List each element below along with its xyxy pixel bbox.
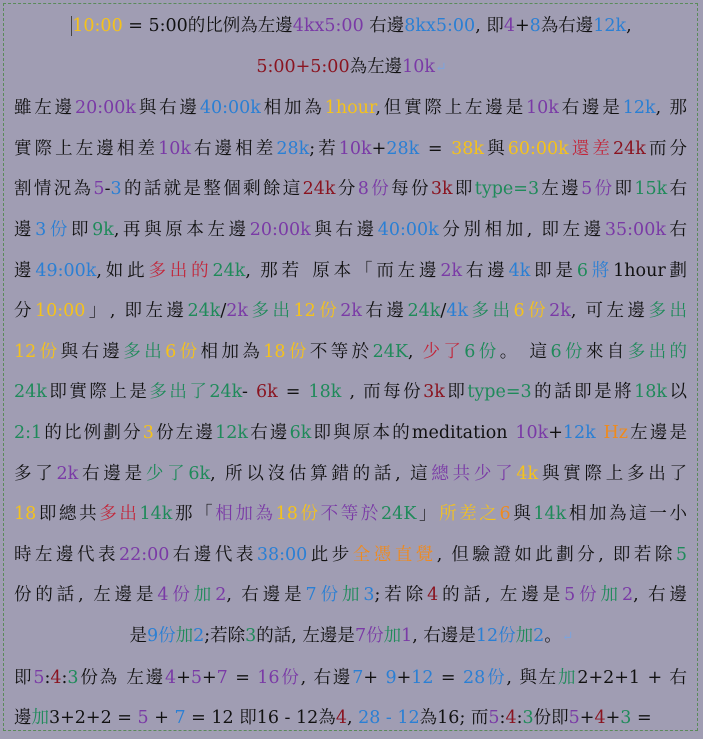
text-run: 35:00k <box>604 219 666 240</box>
text-line <box>6 88 697 129</box>
text-run: 邊 <box>14 219 36 240</box>
text-run: , 右邊是 <box>226 585 306 606</box>
text-run: - <box>241 382 256 403</box>
text-run: = <box>419 138 452 159</box>
text-line <box>6 454 697 495</box>
text-run: 4 <box>505 708 517 729</box>
text-run: + <box>579 708 595 729</box>
text-run: 49:00k <box>35 260 97 281</box>
text-run: 右邊是 <box>78 463 146 484</box>
text-run: 4k <box>508 260 531 281</box>
text-run: 3份 <box>35 219 71 240</box>
text-run: = <box>227 667 258 688</box>
text-run: 12k <box>215 422 249 443</box>
text-run: , 可左邊 <box>570 301 649 322</box>
text-run: 16份 <box>257 667 301 688</box>
text-line <box>6 658 697 699</box>
text-run: 相加為 <box>200 341 264 362</box>
text-run: 的比例劃分 <box>42 422 143 443</box>
text-run: 6k <box>255 382 278 403</box>
text-run: 的話即是將 <box>531 382 635 403</box>
text-run: 右邊 <box>362 301 408 322</box>
text-run: 分 <box>14 301 35 322</box>
text-run: 5份 <box>581 179 615 200</box>
text-run: 右邊相差 <box>190 138 277 159</box>
text-run: 與右邊 <box>60 341 124 362</box>
text-run: 割情況為 <box>14 179 94 200</box>
text-run: 與實際上多出了 <box>538 463 688 484</box>
text-run: 3+2+2 = <box>49 708 138 729</box>
text-run: 還差 <box>568 138 613 159</box>
text-run: = <box>631 708 652 729</box>
text-run: 少了6k <box>145 463 211 484</box>
text-run: 10:00 <box>72 16 123 36</box>
text-run: 5 <box>33 667 45 688</box>
text-run: 即 <box>70 219 93 240</box>
text-run: 20:00k <box>74 98 137 119</box>
text-run: 7 <box>216 667 228 688</box>
text-run: 22:00 <box>118 544 170 565</box>
text-run: 8kx5:00 <box>404 16 476 36</box>
text-run: 5:00+5:00 <box>256 56 350 77</box>
text-line <box>6 575 697 616</box>
text-run: 2 <box>533 625 545 646</box>
text-run: 18k <box>634 382 668 403</box>
text-run: + <box>363 667 386 688</box>
text-run: 此步 <box>307 544 353 565</box>
text-run: 份左邊 <box>153 422 216 443</box>
text-run: 即實際上是 <box>46 382 150 403</box>
text-run: 10k <box>526 98 559 119</box>
text-run: 24k <box>407 301 441 322</box>
text-run: , 右邊是 <box>412 625 476 646</box>
text-run: 1hour <box>324 98 376 119</box>
text-run: , 即 <box>475 16 504 36</box>
text-run: 的話, 左邊是 <box>256 625 355 646</box>
text-run: + <box>396 667 412 688</box>
text-run: 24k <box>14 382 47 403</box>
text-run: 多出 <box>648 301 688 322</box>
text-run: 8 <box>357 179 369 200</box>
text-run: ;若除 <box>374 585 428 606</box>
text-run: 雖左邊 <box>14 98 75 119</box>
text-run: 而分 <box>645 138 688 159</box>
text-run: 」, 即左邊 <box>85 301 188 322</box>
text-run: , <box>407 341 423 362</box>
text-run: 5份 <box>564 585 601 606</box>
text-run: 3 <box>142 422 154 443</box>
text-run: 28 - 12 <box>358 708 420 729</box>
text-run: 以 <box>667 382 688 403</box>
text-run: 12份 <box>14 341 61 362</box>
document-body[interactable] <box>6 6 697 739</box>
text-run: 24k <box>302 179 336 200</box>
text-run: , 而每份 <box>341 382 424 403</box>
text-run: , <box>626 16 632 36</box>
text-run: 10k <box>158 138 191 159</box>
text-run: 4k <box>516 463 539 484</box>
text-run: 多出了 <box>149 382 210 403</box>
text-run: 。 <box>544 625 562 646</box>
text-run: 10k <box>338 138 372 159</box>
text-run: 邊 <box>14 260 36 281</box>
text-run: 將 <box>587 260 614 281</box>
text-run: ;若 <box>309 138 339 159</box>
text-run: 5 <box>675 544 688 565</box>
text-run: ;若除 <box>204 625 246 646</box>
text-run: 相加為 <box>215 504 276 525</box>
text-run: 12k <box>622 98 656 119</box>
text-run: 24k <box>212 260 246 281</box>
text-run: 12份 <box>475 625 516 646</box>
text-run: 右邊 <box>248 422 290 443</box>
text-run: 18 <box>14 504 37 525</box>
text-run: 2k <box>226 301 249 322</box>
text-run: 左邊 <box>539 179 582 200</box>
text-run: = <box>277 382 309 403</box>
text-run: = 5:00的比例為左邊 <box>122 16 293 36</box>
text-run: 40:00k <box>199 98 261 119</box>
text-run: / <box>220 301 227 322</box>
text-run: 4 <box>335 708 347 729</box>
text-run: 份 <box>368 179 392 200</box>
text-run: type=3 <box>467 382 532 403</box>
text-run: 2 <box>621 585 634 606</box>
text-run: : <box>44 667 51 688</box>
text-run: + <box>148 708 175 729</box>
text-run: 24k <box>209 382 242 403</box>
text-run: 7 <box>174 708 186 729</box>
text-run: + <box>371 138 387 159</box>
text-run: 是 <box>129 625 147 646</box>
text-run: 12k <box>562 422 596 443</box>
text-run: 6份 <box>513 301 550 322</box>
text-run: 10:00 <box>35 301 86 322</box>
text-run: 7 <box>352 667 364 688</box>
text-run: 6 <box>576 260 588 281</box>
text-run: , <box>346 708 359 729</box>
text-run: 多出 <box>468 301 514 322</box>
text-run: : <box>499 708 506 729</box>
text-run: 即 <box>614 179 635 200</box>
text-run: 9 <box>385 667 397 688</box>
text-line <box>6 413 697 454</box>
text-run: 2 <box>193 625 205 646</box>
text-run: 3 <box>245 625 257 646</box>
text-run: 」 <box>416 504 440 525</box>
text-run: 右邊是 <box>558 98 623 119</box>
text-run: 2+2+1 + 右 <box>577 667 687 688</box>
text-run: 加 <box>515 625 534 646</box>
text-run: 相加為這一小 <box>566 504 688 525</box>
text-line <box>6 129 697 170</box>
text-run: 4 <box>427 585 439 606</box>
text-run: 38:00 <box>256 544 308 565</box>
text-run: 9份 <box>146 625 176 646</box>
text-run: ,再與原本左邊 <box>113 219 250 240</box>
text-run: 10k <box>515 422 549 443</box>
text-run: 3 <box>620 708 632 729</box>
text-run: 60:00k <box>507 138 569 159</box>
text-run: : <box>61 667 68 688</box>
text-run: 。 這 <box>499 341 551 362</box>
text-run: 4k <box>446 301 469 322</box>
text-run: 多出的 <box>148 260 213 281</box>
text-run: 5 <box>568 708 580 729</box>
text-run: 2k <box>340 301 363 322</box>
text-run: 不等於 <box>320 504 382 525</box>
text-run: 時左邊代表 <box>14 544 119 565</box>
text-run: 不等於 <box>309 341 373 362</box>
text-run: 即 <box>14 667 34 688</box>
text-run: , 那 <box>655 98 688 119</box>
text-line <box>6 332 697 373</box>
text-run: 分 <box>335 179 358 200</box>
text-run: 6k <box>289 422 312 443</box>
text-run: 2:1 <box>14 422 43 443</box>
text-run: 6份 <box>464 341 500 362</box>
text-run: Hz <box>603 422 628 443</box>
text-run: 與 <box>484 138 508 159</box>
text-run: 即與原本的meditation <box>311 422 516 443</box>
text-run: 12份 <box>293 301 341 322</box>
text-run: 24K <box>381 504 417 525</box>
text-run: 加 <box>383 625 402 646</box>
text-line <box>6 372 697 413</box>
text-run: 3k <box>423 382 445 403</box>
text-run: 的話, 左邊是 <box>438 585 565 606</box>
text-run: - <box>104 179 111 200</box>
text-run: 28k <box>276 138 310 159</box>
text-run: + <box>605 708 621 729</box>
text-run: 來自 <box>585 341 628 362</box>
text-run: 1hour劃 <box>613 260 688 281</box>
text-run: 12 <box>411 667 434 688</box>
text-run: 加 <box>600 585 622 606</box>
text-run: 加 <box>558 667 578 688</box>
text-run: 4份 <box>157 585 194 606</box>
text-line <box>6 616 697 658</box>
text-run: 14k <box>533 504 567 525</box>
text-run: 即 <box>452 179 475 200</box>
text-run: 那「 <box>172 504 216 525</box>
text-run: , 右邊 <box>300 667 353 688</box>
text-run: 加 <box>341 585 364 606</box>
text-run: 多出 <box>248 301 294 322</box>
text-line <box>6 210 697 251</box>
paragraph-mark-icon: ↵ <box>434 59 447 76</box>
text-run: 18k <box>308 382 342 403</box>
text-run: 5 <box>488 708 500 729</box>
text-run: , 但驗證如此劃分, 即若除 <box>436 544 676 565</box>
text-run: 即總共 <box>36 504 100 525</box>
text-run: 總共少了 <box>431 463 517 484</box>
text-run: 與 <box>510 504 534 525</box>
text-run: 1 <box>401 625 413 646</box>
text-line <box>6 6 697 47</box>
text-run: 右 <box>665 219 688 240</box>
text-run: 6份 <box>550 341 586 362</box>
text-run: 右邊 <box>363 16 405 36</box>
text-line <box>6 535 697 576</box>
text-line <box>6 47 697 89</box>
text-run: 9k <box>92 219 114 240</box>
text-run: 3 <box>110 179 122 200</box>
text-run: 40:00k <box>377 219 439 240</box>
text-run: 相加為 <box>260 98 325 119</box>
text-run: / <box>440 301 447 322</box>
text-line <box>6 291 697 332</box>
text-run: 右邊代表 <box>169 544 257 565</box>
text-run: 與右邊 <box>310 219 378 240</box>
text-run: 全憑直覺 <box>352 544 437 565</box>
text-run: 與右邊 <box>136 98 200 119</box>
text-run: 6 <box>499 504 511 525</box>
text-line <box>6 698 697 739</box>
text-run: 左邊是 <box>627 422 688 443</box>
text-run: 3 <box>363 585 375 606</box>
text-run: , 那若 原本「而左邊 <box>245 260 441 281</box>
text-run: + <box>514 16 530 36</box>
text-run: 18份 <box>275 504 321 525</box>
text-run: 3 <box>522 708 534 729</box>
text-run: 多出 <box>99 504 140 525</box>
text-run: 4 <box>594 708 606 729</box>
text-run: 15k <box>634 179 668 200</box>
text-run: 12k <box>593 16 627 36</box>
text-run: 18份 <box>263 341 310 362</box>
text-run: , 右邊 <box>633 585 687 606</box>
text-run: 4 <box>503 16 515 36</box>
text-run: 實際上左邊相差 <box>14 138 159 159</box>
text-run: 分別相加, 即左邊 <box>438 219 605 240</box>
text-run: 為左邊 <box>349 56 403 77</box>
text-run: , 所以沒估算錯的話, 這 <box>210 463 432 484</box>
text-run: 4kx5:00 <box>292 16 364 36</box>
text-run: 10k <box>402 56 435 77</box>
text-run: 即是 <box>530 260 577 281</box>
text-run: 24K <box>372 341 408 362</box>
text-run: 8 <box>529 16 541 36</box>
text-run: 5 <box>190 667 202 688</box>
text-run: = <box>433 667 463 688</box>
text-run: 邊 <box>14 708 32 729</box>
text-run: + <box>176 667 191 688</box>
text-run: 28k <box>386 138 420 159</box>
text-run: 多了 <box>14 463 57 484</box>
text-run: + <box>202 667 217 688</box>
text-run: 多出的 <box>627 341 688 362</box>
text-run: 24k <box>187 301 221 322</box>
text-run: , 與左 <box>506 667 558 688</box>
text-run: 為右邊 <box>540 16 594 36</box>
text-line <box>6 251 697 292</box>
text-run: 24k <box>613 138 646 159</box>
text-run: : <box>516 708 523 729</box>
text-run: 多出 <box>123 341 166 362</box>
text-run: = 12 即16 - 12為 <box>185 708 336 729</box>
text-run: + <box>548 422 563 443</box>
text-run: 4 <box>165 667 177 688</box>
paragraph-mark-icon: ↵ <box>561 628 574 645</box>
text-run: 7份 <box>305 585 342 606</box>
text-run: 3k <box>430 179 453 200</box>
text-run: 所差之 <box>439 504 500 525</box>
text-run: 即 <box>444 382 468 403</box>
text-run: 2k <box>56 463 79 484</box>
text-line <box>6 169 697 210</box>
text-run: 28份 <box>462 667 507 688</box>
text-run: 38k <box>451 138 485 159</box>
text-run: 右邊 <box>462 260 509 281</box>
text-run: 4 <box>50 667 62 688</box>
text-run: 20:00k <box>249 219 311 240</box>
text-run: 加 <box>31 708 49 729</box>
text-run: 14k <box>139 504 173 525</box>
text-run: 份的話, 左邊是 <box>14 585 158 606</box>
text-run: 2k <box>549 301 571 322</box>
text-run: ,如此 <box>96 260 149 281</box>
text-run: 加 <box>193 585 216 606</box>
text-run: 6份 <box>165 341 201 362</box>
text-run: 每份 <box>391 179 431 200</box>
text-run: 的話就是整個剩餘這 <box>121 179 303 200</box>
text-run: 加 <box>175 625 194 646</box>
text-run: 5 <box>137 708 149 729</box>
text-run: 3 <box>67 667 79 688</box>
text-line <box>6 494 697 535</box>
text-run: 2 <box>215 585 227 606</box>
text-run: 份為 左邊 <box>78 667 166 688</box>
text-run: 2k <box>440 260 463 281</box>
text-run: 7份 <box>354 625 384 646</box>
text-run: 少了 <box>422 341 465 362</box>
text-run: 份即 <box>533 708 569 729</box>
text-run: 5 <box>93 179 105 200</box>
text-run: ,但實際上左邊是 <box>375 98 527 119</box>
text-run: 右 <box>667 179 688 200</box>
text-run: 為16; 而 <box>419 708 489 729</box>
text-run: type=3 <box>474 179 540 200</box>
